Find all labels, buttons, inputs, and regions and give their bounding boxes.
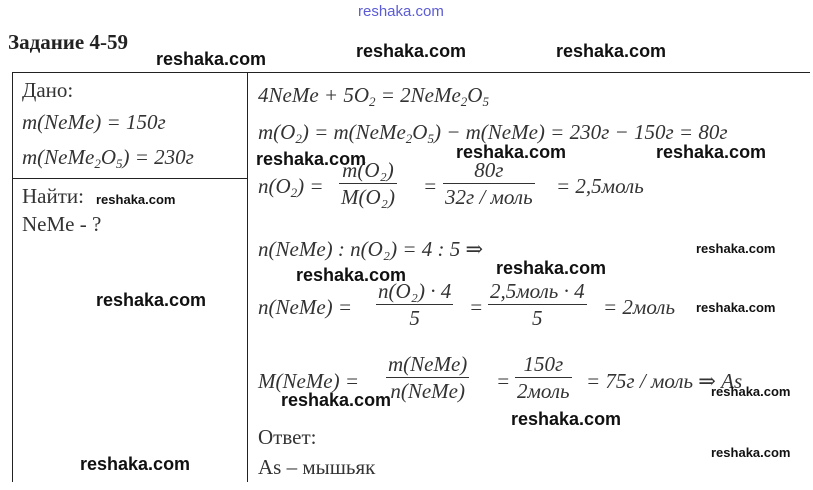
equation-molar-mass-result: = 75г / моль ⇒ As <box>586 369 743 393</box>
answer-label: Ответ: <box>258 425 317 449</box>
fraction-denominator: n(NeMe) <box>390 379 465 403</box>
equation-n-o2-lhs: $n(O_2)$ = <box>258 174 324 200</box>
watermark: reshaka.com <box>456 142 567 162</box>
watermark: reshaka.com <box>711 445 791 460</box>
watermark: reshaka.com <box>96 290 207 310</box>
answer-text: As – мышьяк <box>258 455 376 479</box>
watermark: reshaka.com <box>496 258 607 278</box>
fraction-150-over-2 <box>515 351 572 404</box>
fraction-numerator: n(O₂) · 4 <box>378 279 452 303</box>
fraction-denominator: 5 <box>409 306 420 330</box>
equation-molar-mass-lhs: M(NeMe) = <box>258 369 360 393</box>
watermark: reshaka.com <box>656 142 767 162</box>
watermark: reshaka.com <box>356 41 467 61</box>
fraction-denominator: 5 <box>532 306 543 330</box>
given-find-divider <box>12 178 248 179</box>
watermark: reshaka.com <box>281 390 392 410</box>
fraction-numerator: m(NeMe) <box>388 352 468 376</box>
fraction-80-over-32 <box>443 157 535 210</box>
equation-ratio: n(NeMe) : n(O₂) = 4 : 5 ⇒ <box>258 237 484 261</box>
equation-n-o2-result: = 2,5моль <box>556 174 644 198</box>
table-top-border <box>12 72 810 73</box>
site-watermark-top: reshaka.com <box>358 3 444 20</box>
equals-sign: = <box>469 295 484 319</box>
watermark: reshaka.com <box>156 49 267 69</box>
equation-mass-o2: $m(O_2)$ = $m(NeMe_2O_5)$ − m(NeMe) = 230г − 150г = 80г <box>258 120 728 146</box>
fraction-2-5-times-4 <box>488 278 587 331</box>
watermark: reshaka.com <box>296 265 407 285</box>
fraction-m-over-n-neme <box>386 351 469 404</box>
fraction-numerator: 2,5моль · 4 <box>490 279 585 303</box>
watermark: reshaka.com <box>256 149 367 169</box>
task-title: Задание 4-59 <box>8 30 128 54</box>
watermark: reshaka.com <box>696 241 776 256</box>
watermark: reshaka.com <box>711 384 791 399</box>
table-left-border <box>12 72 13 482</box>
equation-reaction: 4NeMe + $5O_2$ = $2NeMe_2O_5$ <box>258 83 489 109</box>
given-line-1: m(NeMe) = 150г <box>22 110 166 134</box>
fraction-denominator: 2моль <box>517 379 570 403</box>
fraction-numerator: 80г <box>474 158 504 182</box>
equation-n-neme-result: = 2моль <box>603 295 676 319</box>
equals-sign: = <box>423 174 438 198</box>
given-line-2: $m(NeMe_2O_5) = 230г$ <box>22 145 194 171</box>
find-heading: Найти: <box>22 184 84 208</box>
watermark: reshaka.com <box>96 192 176 207</box>
watermark: reshaka.com <box>556 41 667 61</box>
equals-sign: = <box>496 369 511 393</box>
fraction-denominator: 32г / моль <box>445 185 533 209</box>
fraction-numerator: 150г <box>523 352 564 376</box>
watermark: reshaka.com <box>80 454 191 474</box>
find-line-1: NeMe - ? <box>22 212 102 236</box>
table-divider <box>247 72 248 482</box>
watermark: reshaka.com <box>696 300 776 315</box>
given-heading: Дано: <box>22 78 74 102</box>
watermark: reshaka.com <box>511 409 622 429</box>
equation-n-neme-lhs: n(NeMe) = <box>258 295 353 319</box>
fraction-denominator: M(O₂) <box>341 185 395 209</box>
fraction-numerator: m(O₂) <box>342 158 394 182</box>
